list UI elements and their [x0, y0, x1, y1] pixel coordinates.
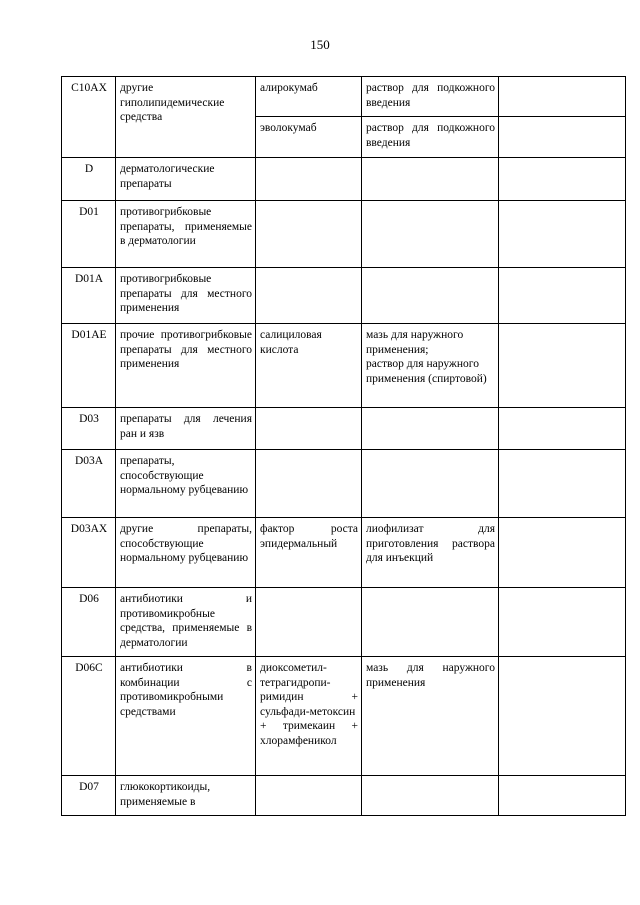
dosage-form [362, 450, 499, 518]
empty-cell [499, 408, 626, 450]
page-number: 150 [310, 37, 330, 52]
pharmacological-group: прочие противогрибковые препараты для местного применения [116, 324, 256, 408]
table-row [62, 201, 626, 268]
table-row [62, 408, 626, 450]
atc-code: D03 [62, 408, 116, 450]
table-row [62, 518, 626, 588]
dosage-form [362, 588, 499, 657]
dosage-form: лиофилизат для приготовления раствора для инъекций [362, 518, 499, 588]
drug-name [256, 450, 362, 518]
table-row [62, 268, 626, 324]
drug-table [61, 76, 626, 816]
pharmacological-group: противогрибковые препараты для местного применения [116, 268, 256, 324]
empty-cell [499, 77, 626, 117]
atc-code: C10AX [62, 77, 116, 158]
pharmacological-group: противогрибковые препараты, применяемые в дерматологии [116, 201, 256, 268]
dosage-form [362, 201, 499, 268]
table-row [62, 450, 626, 518]
table-row [62, 324, 626, 408]
pharmacological-group: глюкокортикоиды, применяемые в [116, 776, 256, 816]
drug-name: салициловая кислота [256, 324, 362, 408]
atc-code: D [62, 158, 116, 201]
empty-cell [499, 657, 626, 776]
drug-name [256, 588, 362, 657]
pharmacological-group: дерматологические препараты [116, 158, 256, 201]
drug-name [256, 268, 362, 324]
drug-name: эволокумаб [256, 117, 362, 158]
dosage-form [362, 776, 499, 816]
atc-code: D03A [62, 450, 116, 518]
dosage-form [362, 268, 499, 324]
empty-cell [499, 324, 626, 408]
dosage-form: раствор для подкожного введения [362, 117, 499, 158]
empty-cell [499, 201, 626, 268]
atc-code: D01AE [62, 324, 116, 408]
pharmacological-group: другие препараты, способствующие нормальному рубцеванию [116, 518, 256, 588]
atc-code: D06C [62, 657, 116, 776]
table-row [62, 77, 626, 117]
atc-code: D03AX [62, 518, 116, 588]
empty-cell [499, 518, 626, 588]
empty-cell [499, 588, 626, 657]
drug-name [256, 158, 362, 201]
empty-cell [499, 776, 626, 816]
empty-cell [499, 158, 626, 201]
table-row [62, 776, 626, 816]
drug-name [256, 408, 362, 450]
atc-code: D07 [62, 776, 116, 816]
drug-name [256, 201, 362, 268]
dosage-form: мазь для наружного применения [362, 657, 499, 776]
dosage-form [362, 408, 499, 450]
empty-cell [499, 450, 626, 518]
empty-cell [499, 268, 626, 324]
drug-name [256, 776, 362, 816]
pharmacological-group: препараты, способствующие нормальному рубцеванию [116, 450, 256, 518]
pharmacological-group: препараты для лечения ран и язв [116, 408, 256, 450]
pharmacological-group: антибиотики и противомикробные средства, применяемые в дерматологии [116, 588, 256, 657]
atc-code: D01 [62, 201, 116, 268]
drug-name: фактор роста эпидермальный [256, 518, 362, 588]
table-row [62, 657, 626, 776]
empty-cell [499, 117, 626, 158]
pharmacological-group: антибиотики в комбинации с противомикробными средствами [116, 657, 256, 776]
table-row [62, 588, 626, 657]
dosage-form: раствор для подкожного введения [362, 77, 499, 117]
drug-name: алирокумаб [256, 77, 362, 117]
drug-name: диоксометил-тетрагидропи-римидин + сульфади-метоксин + тримекаин + хлорамфеникол [256, 657, 362, 776]
table-row [62, 158, 626, 201]
atc-code: D01A [62, 268, 116, 324]
dosage-form [362, 158, 499, 201]
pharmacological-group: другие гиполипидемические средства [116, 77, 256, 158]
atc-code: D06 [62, 588, 116, 657]
dosage-form: мазь для наружного применения; раствор для наружного применения (спиртовой) [362, 324, 499, 408]
